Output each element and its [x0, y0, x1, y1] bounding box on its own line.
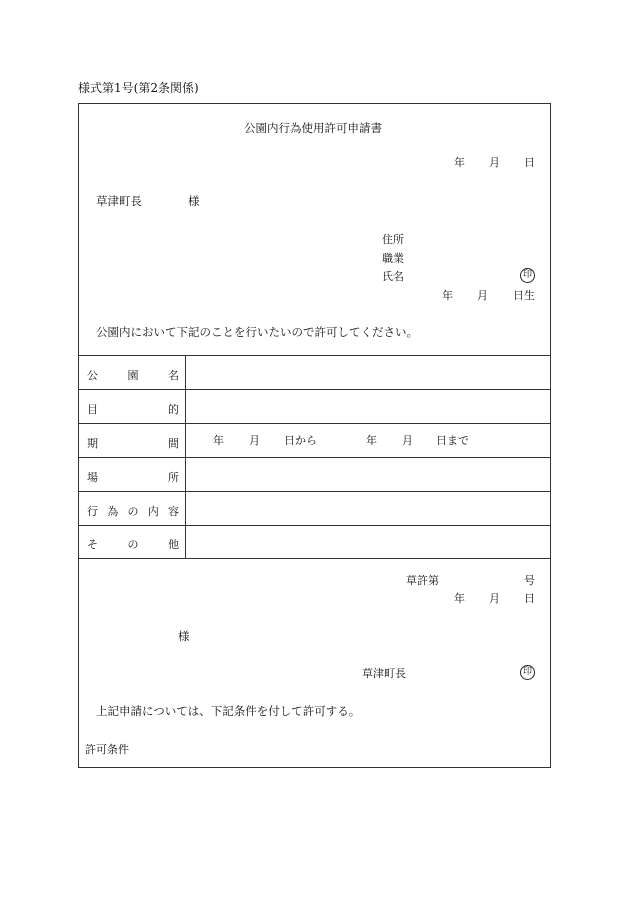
- row-label-other: [87, 536, 179, 552]
- period-to-month: 月: [402, 434, 413, 447]
- issuer-seal-mark: 印: [520, 665, 535, 680]
- applicant-seal-mark: 印: [520, 268, 535, 283]
- period-from-day: 日から: [284, 434, 317, 447]
- permit-date-month: 月: [489, 592, 500, 605]
- period-to-day: 日まで: [436, 434, 469, 447]
- addressee-name: 草津町長: [96, 194, 142, 208]
- table-bottom-border: [79, 558, 550, 559]
- table-row-divider: [79, 525, 550, 526]
- label-char: 公: [87, 369, 98, 382]
- applicant-address-label: 住所: [382, 233, 404, 246]
- row-label-park-name: [87, 367, 179, 383]
- label-char: の: [127, 505, 139, 518]
- permit-conditions-label: 許可条件: [85, 743, 129, 756]
- permit-date-year: 年: [454, 592, 465, 605]
- addressee-honorific: 様: [188, 194, 200, 208]
- row-label-period: [87, 435, 179, 451]
- label-char: 為: [107, 505, 119, 518]
- applicant-occupation-label: 職業: [382, 252, 404, 265]
- label-char: 場: [87, 471, 98, 484]
- label-char: 目: [87, 403, 98, 416]
- form-number: 様式第1号(第2条関係): [78, 81, 199, 95]
- application-date-day: 日: [524, 156, 535, 169]
- applicant-birth-month: 月: [477, 289, 488, 302]
- permit-recipient-honorific: 様: [178, 629, 190, 643]
- row-label-activity-content: [87, 503, 179, 519]
- label-char: 内: [147, 505, 159, 518]
- applicant-birth-day: 日生: [513, 289, 535, 302]
- label-char: そ: [87, 538, 98, 551]
- table-row-divider: [79, 457, 550, 458]
- permit-issuer: 草津町長: [362, 667, 406, 680]
- applicant-birth-year: 年: [442, 289, 453, 302]
- label-char: 園: [127, 369, 139, 382]
- label-char: 期: [87, 437, 98, 450]
- row-label-location: [87, 469, 179, 485]
- form-title: 公園内行為使用許可申請書: [244, 121, 382, 135]
- label-char: 間: [168, 437, 179, 450]
- label-char: 行: [87, 505, 98, 518]
- row-label-purpose: [87, 401, 179, 417]
- period-from-month: 月: [249, 434, 260, 447]
- application-date-month: 月: [489, 156, 500, 169]
- label-char: 他: [168, 538, 179, 551]
- table-row-divider: [79, 491, 550, 492]
- period-from-year: 年: [213, 434, 224, 447]
- table-row-divider: [79, 423, 550, 424]
- permit-date-day: 日: [524, 592, 535, 605]
- permit-number-suffix: 号: [524, 574, 535, 587]
- application-form: [78, 103, 551, 768]
- label-char: 所: [168, 471, 179, 484]
- label-char: 的: [168, 403, 179, 416]
- label-char: の: [127, 538, 139, 551]
- permit-statement: 上記申請については、下記条件を付して許可する。: [96, 704, 361, 718]
- table-top-border: [79, 355, 550, 356]
- application-statement: 公園内において下記のことを行いたいので許可してください。: [96, 325, 418, 339]
- table-row-divider: [79, 389, 550, 390]
- label-char: 名: [168, 369, 179, 382]
- permit-number-prefix: 草許第: [406, 574, 439, 587]
- table-column-divider: [185, 355, 186, 558]
- label-char: 容: [168, 505, 179, 518]
- applicant-name-label: 氏名: [382, 270, 404, 283]
- application-date-year: 年: [454, 156, 465, 169]
- period-to-year: 年: [366, 434, 377, 447]
